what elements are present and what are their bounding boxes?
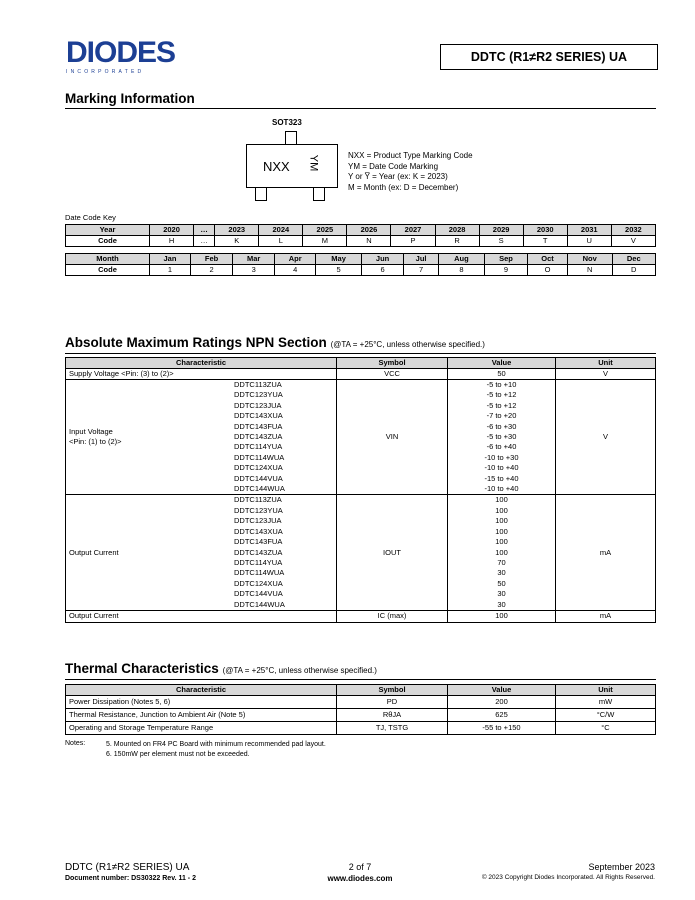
part-number: DDTC114WUA — [234, 568, 285, 578]
year-cell: 2023 — [215, 225, 259, 236]
thermal-value: -55 to +150 — [448, 722, 556, 735]
chip-date-code: YM — [307, 154, 320, 172]
output2-label: Output Current — [66, 610, 337, 622]
year-code: T — [523, 236, 567, 247]
part-number: DDTC144VUA — [234, 473, 283, 483]
thermal-char: Power Dissipation (Notes 5, 6) — [66, 696, 337, 709]
month-code: 1 — [150, 265, 191, 276]
amr-note: (@TA = +25°C, unless otherwise specified.) — [330, 340, 485, 349]
value: -10 to +40 — [484, 463, 519, 473]
month-code: 7 — [404, 265, 439, 276]
year-cell: 2020 — [150, 225, 194, 236]
month-code-table — [65, 253, 656, 276]
thermal-table — [65, 684, 656, 735]
divider — [65, 108, 656, 109]
part-number: DDTC143ZUA — [234, 432, 283, 442]
year-cell: 2025 — [303, 225, 347, 236]
thermal-unit: °C/W — [556, 709, 656, 722]
part-number: DDTC123JUA — [234, 516, 282, 526]
input-label-line1: Input Voltage — [69, 427, 113, 437]
output-symbol: IOUT — [337, 495, 448, 610]
output2-value: 100 — [448, 610, 556, 622]
month-code: 9 — [484, 265, 527, 276]
package-diagram — [246, 144, 338, 188]
value: 100 — [495, 505, 508, 515]
value: -10 to +40 — [484, 484, 519, 494]
year-code: N — [347, 236, 391, 247]
year-code: L — [259, 236, 303, 247]
year-cell: 2029 — [479, 225, 523, 236]
note-item: 5. Mounted on FR4 PC Board with minimum recommended pad layout. — [106, 741, 326, 748]
value: 100 — [495, 547, 508, 557]
thermal-char: Operating and Storage Temperature Range — [66, 722, 337, 735]
notes-label: Notes: — [65, 740, 86, 747]
thermal-value: 200 — [448, 696, 556, 709]
year-cell: 2027 — [391, 225, 435, 236]
legend-line: Y or Y̅ = Year (ex: K = 2023) — [348, 172, 448, 181]
part-number: DDTC143FUA — [234, 537, 283, 547]
amr-col-value: Value — [448, 358, 556, 369]
part-number: DDTC143FUA — [234, 421, 283, 431]
thermal-symbol: PD — [337, 696, 448, 709]
thermal-unit: °C — [556, 722, 656, 735]
input-label-line2: <Pin: (1) to (2)> — [69, 437, 122, 447]
value: -15 to +40 — [484, 473, 519, 483]
part-number: DDTC124XUA — [234, 463, 283, 473]
month-code: O — [528, 265, 568, 276]
value: 100 — [495, 537, 508, 547]
year-cell: 2031 — [567, 225, 611, 236]
year-code: V — [611, 236, 655, 247]
chip-marking: NXX — [263, 159, 290, 174]
year-cell: 2026 — [347, 225, 391, 236]
notes-list — [106, 740, 326, 760]
month-cell: Oct — [528, 254, 568, 265]
part-number: DDTC143ZUA — [234, 547, 283, 557]
supply-label: Supply Voltage <Pin: (3) to (2)> — [66, 369, 337, 380]
thermal-symbol: TJ, TSTG — [337, 722, 448, 735]
value: 70 — [497, 557, 506, 567]
legend-line: M = Month (ex: D = December) — [348, 182, 459, 192]
amr-title — [65, 335, 485, 350]
month-cell: Apr — [275, 254, 316, 265]
month-code: 5 — [316, 265, 362, 276]
output-label: Output Current — [69, 547, 119, 557]
month-cell: Dec — [612, 254, 655, 265]
output2-symbol: IC (max) — [337, 610, 448, 622]
year-cell: 2024 — [259, 225, 303, 236]
part-number: DDTC113ZUA — [234, 380, 282, 389]
input-char-cell — [66, 380, 337, 495]
month-code: 2 — [190, 265, 232, 276]
output-char-cell — [66, 495, 337, 610]
legend-line: NXX = Product Type Marking Code — [348, 151, 473, 160]
year-cell: 2032 — [611, 225, 655, 236]
part-number: DDTC144WUA — [234, 484, 285, 494]
footer-title: DDTC (R1≠R2 SERIES) UA — [65, 862, 190, 873]
note-item: 6. 150mW per element must not be exceeded. — [106, 751, 250, 758]
amr-table — [65, 357, 656, 623]
part-number: DDTC113ZUA — [234, 495, 282, 505]
month-code: 3 — [233, 265, 275, 276]
part-number: DDTC123YUA — [234, 390, 283, 400]
year-code-table — [65, 224, 656, 247]
value: -5 to +12 — [486, 400, 517, 410]
value: -6 to +30 — [486, 421, 517, 431]
month-code: D — [612, 265, 655, 276]
thermal-unit: mW — [556, 696, 656, 709]
year-code: K — [215, 236, 259, 247]
value: 50 — [497, 578, 506, 588]
thermal-symbol: RθJA — [337, 709, 448, 722]
part-number: DDTC143XUA — [234, 411, 283, 421]
value: 100 — [495, 516, 508, 526]
part-number: DDTC144WUA — [234, 599, 285, 609]
value: 100 — [495, 495, 508, 505]
part-number: DDTC114YUA — [234, 557, 283, 567]
input-value-list — [448, 380, 556, 495]
year-code: … — [194, 236, 215, 247]
value: -5 to +12 — [486, 390, 517, 400]
document-title-box: DDTC (R1≠R2 SERIES) UA — [440, 44, 658, 70]
month-cell: Jul — [404, 254, 439, 265]
marking-title: Marking Information — [65, 91, 195, 106]
part-number: DDTC123JUA — [234, 400, 282, 410]
part-number: DDTC143XUA — [234, 526, 283, 536]
output-value-list — [448, 495, 556, 610]
month-code: 4 — [275, 265, 316, 276]
output-unit: mA — [556, 495, 656, 610]
amr-title-text: Absolute Maximum Ratings NPN Section — [65, 335, 327, 350]
output2-unit: mA — [556, 610, 656, 622]
thermal-col-symbol: Symbol — [337, 685, 448, 696]
month-code: 8 — [438, 265, 484, 276]
year-cell: … — [194, 225, 215, 236]
month-header: Month — [66, 254, 150, 265]
value: -10 to +30 — [484, 452, 519, 462]
thermal-note: (@TA = +25°C, unless otherwise specified.) — [222, 666, 377, 675]
thermal-col-characteristic: Characteristic — [66, 685, 337, 696]
input-symbol: VIN — [337, 380, 448, 495]
divider — [65, 679, 656, 680]
part-number: DDTC114YUA — [234, 442, 283, 452]
value: 30 — [497, 568, 506, 578]
month-cell: Aug — [438, 254, 484, 265]
thermal-col-value: Value — [448, 685, 556, 696]
part-number: DDTC114WUA — [234, 452, 285, 462]
pin-bottom-right — [313, 187, 325, 201]
year-code: R — [435, 236, 479, 247]
thermal-title-text: Thermal Characteristics — [65, 661, 219, 676]
amr-col-unit: Unit — [556, 358, 656, 369]
value: 30 — [497, 599, 506, 609]
footer-page: 2 of 7 — [348, 862, 372, 872]
year-header: Year — [66, 225, 150, 236]
supply-value: 50 — [448, 369, 556, 380]
part-number: DDTC123YUA — [234, 505, 283, 515]
year-code: S — [479, 236, 523, 247]
supply-symbol: VCC — [337, 369, 448, 380]
month-cell: Nov — [567, 254, 612, 265]
year-cell: 2030 — [523, 225, 567, 236]
month-cell: Mar — [233, 254, 275, 265]
legend-line: YM = Date Code Marking — [348, 161, 439, 171]
value: -7 to +20 — [486, 411, 517, 421]
month-cell: Sep — [484, 254, 527, 265]
input-unit: V — [556, 380, 656, 495]
year-code: U — [567, 236, 611, 247]
input-part-list — [234, 380, 285, 494]
thermal-value: 625 — [448, 709, 556, 722]
marking-legend — [348, 151, 473, 193]
package-label: SOT323 — [272, 118, 302, 127]
part-number: DDTC144VUA — [234, 589, 283, 599]
year-code: M — [303, 236, 347, 247]
divider — [65, 353, 656, 354]
month-cell: Jun — [362, 254, 404, 265]
value: 30 — [497, 589, 506, 599]
thermal-col-unit: Unit — [556, 685, 656, 696]
value: 100 — [495, 526, 508, 536]
code-header: Code — [66, 265, 150, 276]
input-label — [66, 427, 234, 447]
month-cell: May — [316, 254, 362, 265]
pin-top — [285, 131, 297, 145]
amr-col-symbol: Symbol — [337, 358, 448, 369]
footer-date: September 2023 — [588, 862, 655, 872]
value: -6 to +40 — [486, 442, 517, 452]
footer-url[interactable]: www.diodes.com — [327, 874, 393, 883]
year-code: H — [150, 236, 194, 247]
month-code: 6 — [362, 265, 404, 276]
month-cell: Feb — [190, 254, 232, 265]
pin-bottom-left — [255, 187, 267, 201]
logo-text: DIODES — [66, 36, 176, 69]
amr-col-characteristic: Characteristic — [66, 358, 337, 369]
footer-copyright: © 2023 Copyright Diodes Incorporated. All Rights Reserved. — [481, 874, 655, 881]
value: -5 to +10 — [486, 380, 517, 389]
thermal-title — [65, 661, 377, 676]
code-header: Code — [66, 236, 150, 247]
logo-subtext: INCORPORATED — [66, 69, 145, 75]
output-part-list — [234, 495, 285, 609]
year-code: P — [391, 236, 435, 247]
supply-unit: V — [556, 369, 656, 380]
value: -5 to +30 — [486, 432, 517, 442]
month-code: N — [567, 265, 612, 276]
diodes-logo — [66, 38, 186, 78]
footer-docnum: Document number: DS30322 Rev. 11 - 2 — [65, 875, 196, 882]
month-cell: Jan — [150, 254, 191, 265]
year-cell: 2028 — [435, 225, 479, 236]
thermal-char: Thermal Resistance, Junction to Ambient Air (Note 5) — [66, 709, 337, 722]
date-code-title: Date Code Key — [65, 213, 116, 222]
part-number: DDTC124XUA — [234, 578, 283, 588]
